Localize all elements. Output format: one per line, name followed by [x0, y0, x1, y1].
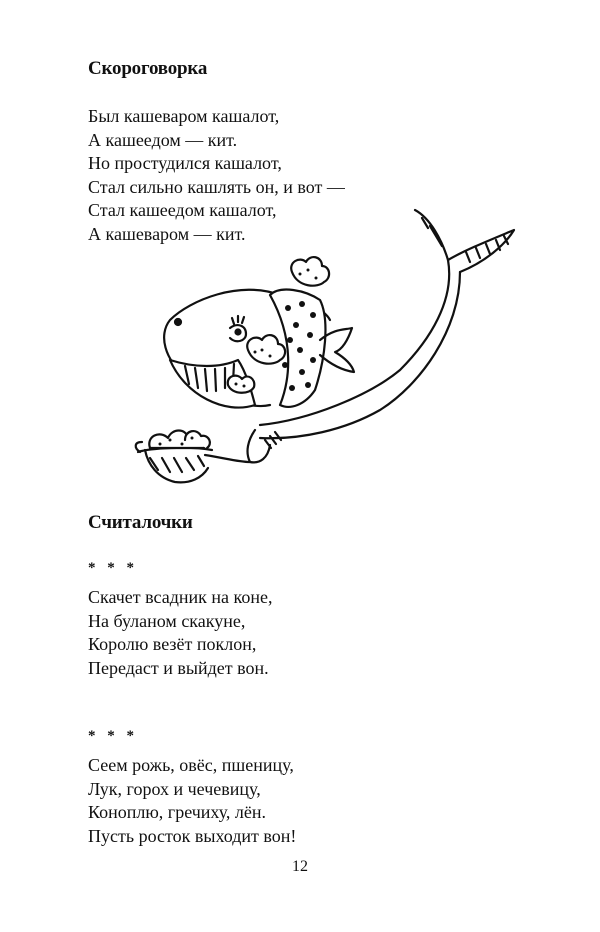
poem-line: Сеем рожь, овёс, пшеницу,	[88, 755, 294, 775]
poem-line: А кашеедом — кит.	[88, 129, 238, 150]
poem-line: А кашеваром — кит.	[88, 223, 246, 244]
page-number: 12	[292, 858, 308, 875]
poem-line: Королю везёт поклон,	[88, 634, 257, 654]
poem-counting-rhyme-2	[88, 754, 296, 848]
poem-counting-rhyme-1	[88, 586, 273, 680]
poem-line: Передаст и выйдет вон.	[88, 657, 269, 678]
verse-separator: * * *	[88, 560, 138, 576]
poem-line: Лук, горох и чечевицу,	[88, 778, 261, 799]
poem-line: Но простудился кашалот,	[88, 153, 282, 173]
section-title-tongue-twister: Скороговорка	[88, 58, 208, 79]
whale-illustration	[130, 200, 520, 500]
poem-line: Пусть росток выходит вон!	[88, 825, 297, 846]
poem-line: Стал кашеедом кашалот,	[88, 200, 277, 220]
poem-line: Стал сильно кашлять он, и вот —	[88, 176, 345, 197]
poem-line: Коноплю, гречиху, лён.	[88, 802, 267, 822]
poem-line: На буланом скакуне,	[88, 610, 246, 631]
poem-line: Был кашеваром кашалот,	[88, 106, 280, 126]
poem-line: Скачет всадник на коне,	[88, 587, 273, 607]
verse-separator: * * *	[88, 728, 138, 744]
section-title-counting-rhymes: Считалочки	[88, 512, 193, 533]
